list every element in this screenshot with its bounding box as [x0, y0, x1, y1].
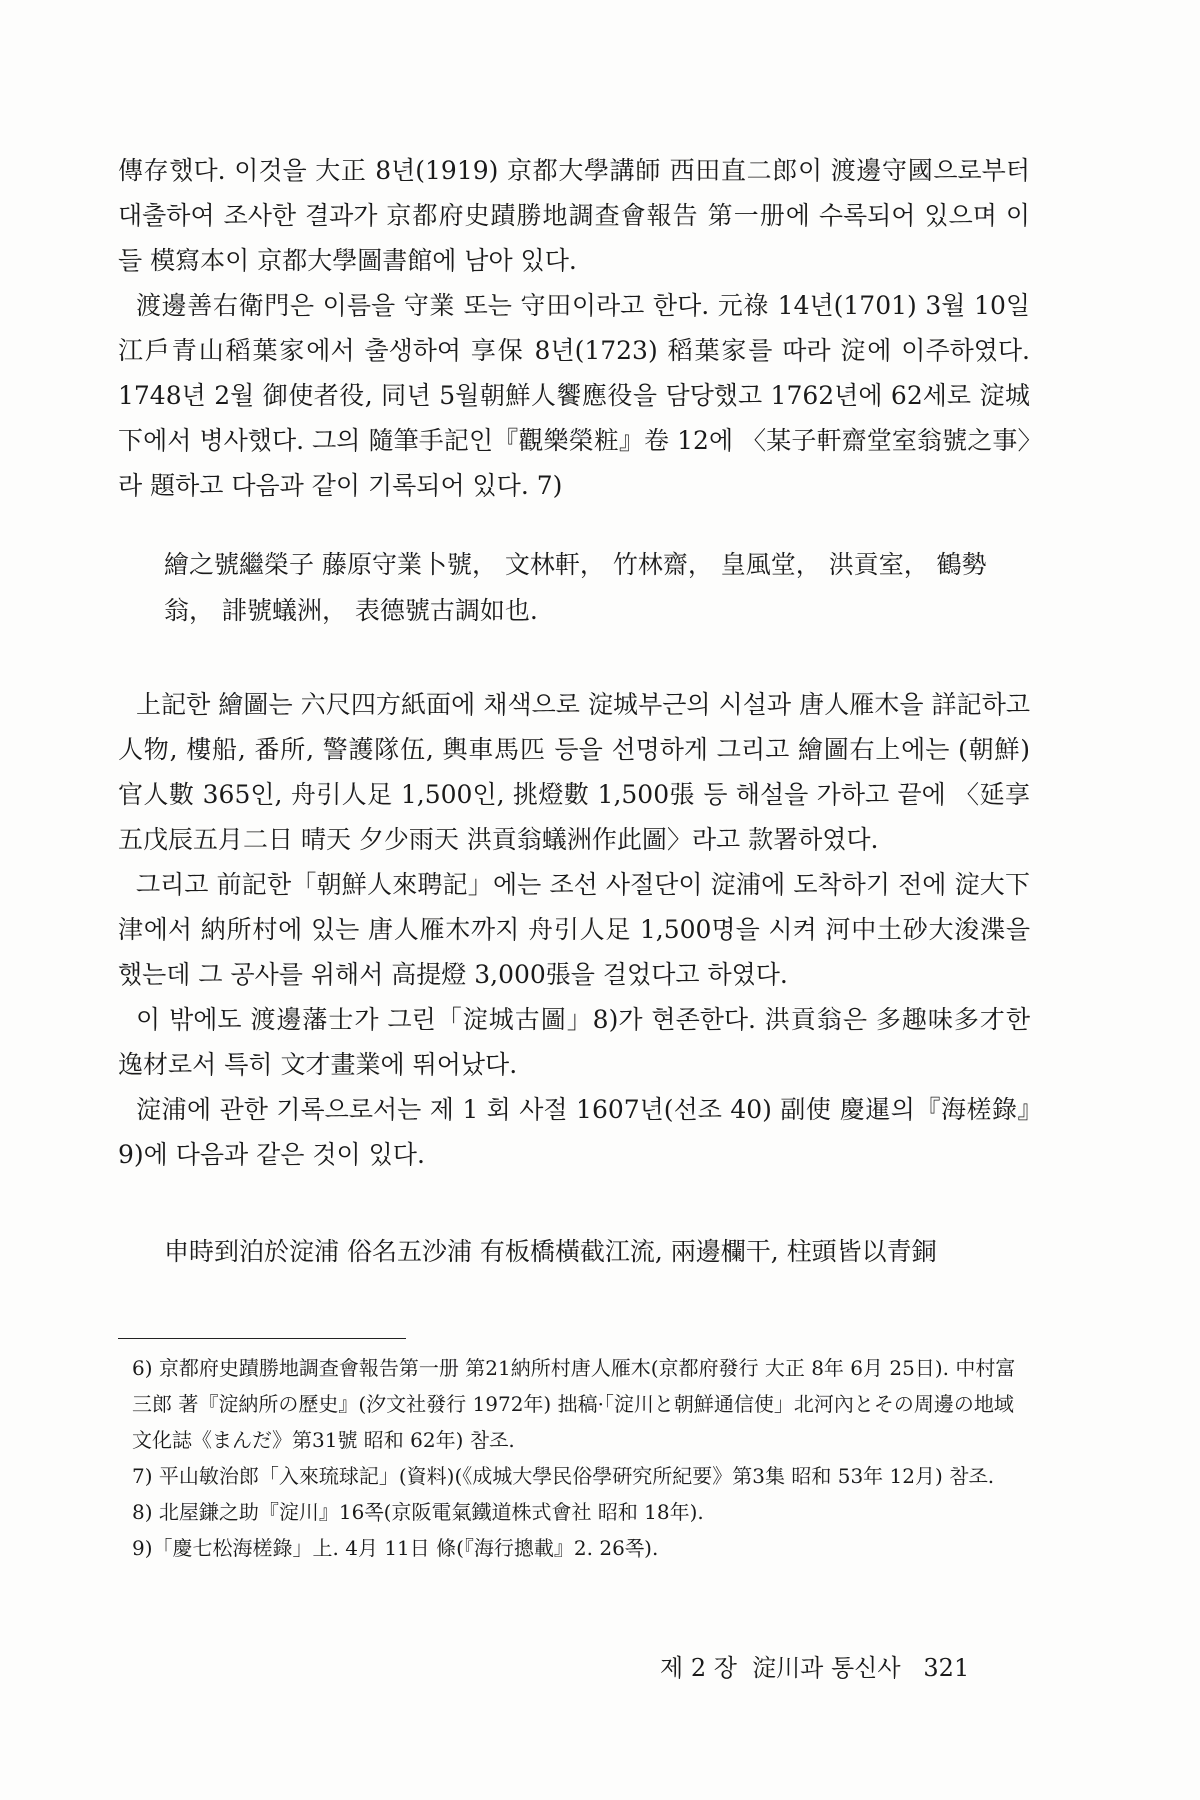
- footnote-6: 6) 京都府史蹟勝地調查會報告第一册 第21納所村唐人雁木(京都府發行 大正 8年 6月 25日). 中村富三郎 著『淀納所の歷史』(汐文社發行 1972年) 拙稿·「淀川と朝鮮通信使」北河內とその周邊の地域文化誌《まんだ》第31號 昭和 62年) 참조.: [132, 1356, 1016, 1452]
- footnote-9: 9)「慶七松海槎錄」上. 4月 11日 條(『海行摠載』2. 26쪽).: [132, 1536, 659, 1560]
- footnote-divider: [118, 1338, 406, 1339]
- body-text: [118, 148, 1038, 1275]
- footnote-8: 8) 北屋鎌之助『淀川』16쪽(京阪電氣鐵道株式會社 昭和 18年).: [132, 1500, 704, 1524]
- footnote-7: 7) 平山敏治郎「入來琉球記」(資料)(《成城大學民俗學硏究所紀要》第3集 昭和 53年 12月) 참조.: [132, 1464, 995, 1488]
- paragraph-6: 淀浦에 관한 기록으로서는 제 1 회 사절 1607년(선조 40) 副使 慶暹의『海槎錄』9)에 다음과 같은 것이 있다.: [118, 1095, 1030, 1169]
- running-footer: 제 2 장 淀川과 통신사 321: [660, 1654, 970, 1682]
- footnotes: [118, 1350, 1030, 1566]
- block-quote-2: 申時到泊於淀浦 俗名五沙浦 有板橋橫截江流, 兩邊欄干, 柱頭皆以青銅: [164, 1237, 937, 1266]
- paragraph-4: 그리고 前記한「朝鮮人來聘記」에는 조선 사절단이 淀浦에 도착하기 전에 淀大下津에서 納所村에 있는 唐人雁木까지 舟引人足 1,500명을 시켜 河中土砂大浚渫을 했는데 그 공사를 위해서 高提燈 3,000張을 걸었다고 하였다.: [118, 870, 1038, 989]
- paragraph-3: 上記한 繪圖는 六尺四方紙面에 채색으로 淀城부근의 시설과 唐人雁木을 詳記하고 人物, 樓船, 番所, 警護隊伍, 輿車馬匹 등을 선명하게 그리고 繪圖右上에는 (朝鮮)官人數 365인, 舟引人足 1,500인, 挑燈數 1,500張 등 해설을 가하고 끝에 〈延享五戊辰五月二日 晴天 夕少雨天 洪貢翁蟻洲作此圖〉라고 款署하였다.: [118, 690, 1038, 854]
- paragraph-5: 이 밖에도 渡邊藩士가 그린「淀城古圖」8)가 현존한다. 洪貢翁은 多趣味多才한 逸材로서 특히 文才畫業에 뛰어났다.: [118, 1005, 1038, 1079]
- paragraph-1: 傳存했다. 이것을 大正 8년(1919) 京都大學講師 西田直二郎이 渡邊守國으로부터 대출하여 조사한 결과가 京都府史蹟勝地調查會報告 第一册에 수록되어 있으며 이들 模寫本이 京都大學圖書館에 남아 있다.: [118, 156, 1038, 275]
- block-quote-1: 繪之號繼榮子 藤原守業卜號， 文林軒， 竹林齋， 皇風堂， 洪貢室， 鶴勢翁， 誹號蟻洲， 表德號古調如也.: [164, 550, 987, 625]
- paragraph-2: 渡邊善右衛門은 이름을 守業 또는 守田이라고 한다. 元祿 14년(1701) 3월 10일 江戶青山稻葉家에서 출생하여 享保 8년(1723) 稻葉家를 따라 淀에 이주하였다. 1748년 2월 御使者役, 同년 5월朝鮮人饗應役을 담당했고 1762년에 62세로 淀城下에서 병사했다. 그의 隨筆手記인『觀樂榮粧』卷 12에 〈某子軒齋堂室翁號之事〉라 題하고 다음과 같이 기록되어 있다. 7): [118, 291, 1038, 500]
